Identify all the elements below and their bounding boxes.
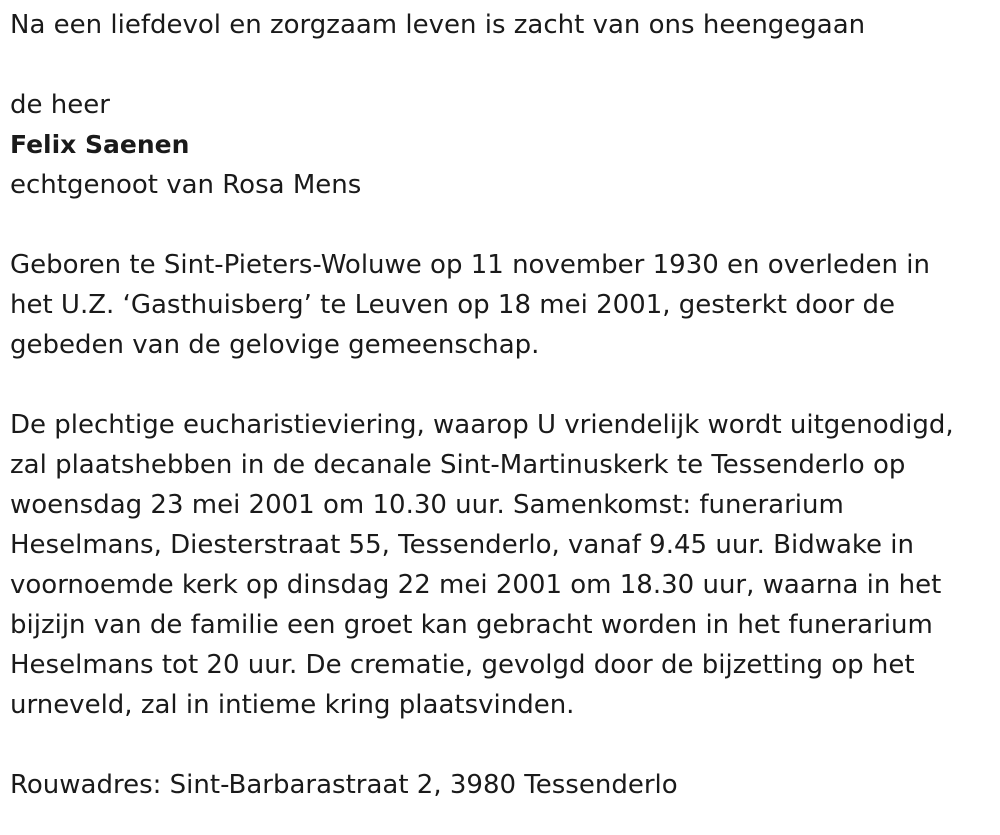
deceased-name: Felix Saenen [10, 130, 190, 159]
ceremony-line: bijzijn van de familie een groet kan gebracht worden in het funerarium [10, 610, 933, 640]
ceremony-line: Heselmans, Diesterstraat 55, Tessenderlo, vanaf 9.45 uur. Bidwake in [10, 530, 914, 560]
ceremony-paragraph [10, 405, 990, 725]
ceremony-line: Heselmans tot 20 uur. De crematie, gevolgd door de bijzetting op het [10, 650, 915, 680]
spacer [10, 205, 990, 245]
ceremony-line: De plechtige eucharistieviering, waarop U vriendelijk wordt uitgenodigd, [10, 410, 954, 440]
spacer [10, 45, 990, 85]
ceremony-line: urneveld, zal in intieme kring plaatsvinden. [10, 690, 575, 720]
ceremony-line: voornoemde kerk op dinsdag 22 mei 2001 om 18.30 uur, waarna in het [10, 570, 942, 600]
title-prefix: de heer [10, 90, 110, 120]
spacer [10, 725, 990, 765]
birth-paragraph [10, 245, 990, 365]
ceremony-line: woensdag 23 mei 2001 om 10.30 uur. Samenkomst: funerarium [10, 490, 844, 520]
birth-line: het U.Z. ‘Gasthuisberg’ te Leuven op 18 mei 2001, gesterkt door de [10, 290, 895, 320]
birth-line: Geboren te Sint-Pieters-Woluwe op 11 november 1930 en overleden in [10, 250, 930, 280]
mourning-address: Rouwadres: Sint-Barbarastraat 2, 3980 Tessenderlo [10, 770, 678, 800]
ceremony-line: zal plaatshebben in de decanale Sint-Martinuskerk te Tessenderlo op [10, 450, 906, 480]
intro-text: Na een liefdevol en zorgzaam leven is zacht van ons heengegaan [10, 10, 866, 40]
spacer [10, 365, 990, 405]
birth-line: gebeden van de gelovige gemeenschap. [10, 330, 540, 360]
spouse-text: echtgenoot van Rosa Mens [10, 170, 362, 200]
